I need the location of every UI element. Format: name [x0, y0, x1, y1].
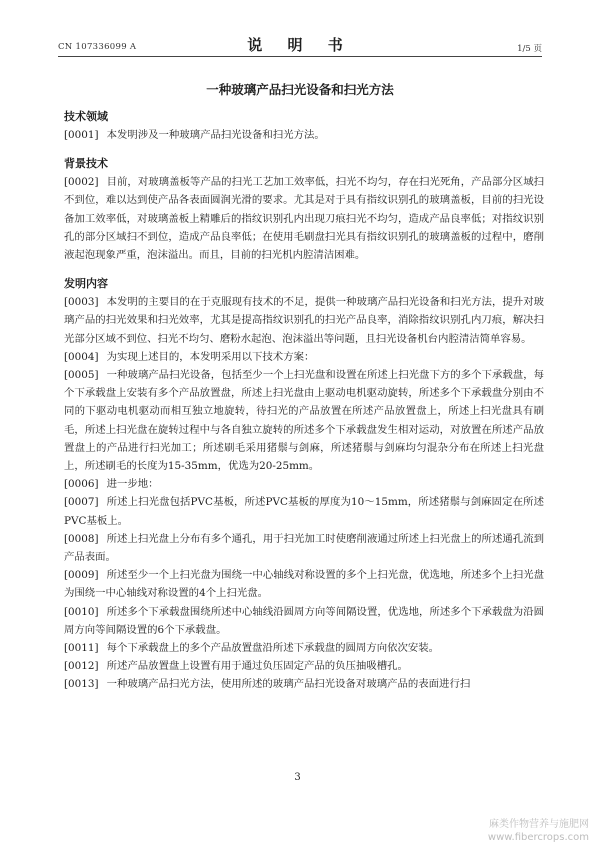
paragraph [64, 126, 544, 144]
document-type: 说 明 书 [247, 36, 353, 54]
paragraph-text: 一种玻璃产品扫光设备，包括至少一个上扫光盘和设置在所述上扫光盘下方的多个下承载盘，每个下承载盘上安装有多个产品放置盘，所述上扫光盘由上驱动电机驱动旋转，所述多个下承载盘分别由不同的下驱动电机驱动而相互独立地旋转，待扫光的产品放置在所述产品放置盘上，所述上扫光盘具有刷毛，所述上扫光盘在旋转过程中与各自独立旋转的所述多个下承载盘发生相对运动，对放置在所述产品放置盘上的产品进行扫光加工；所述刷毛采用猪鬃与剑麻，所述猪鬃与剑麻均匀混杂分布在所述上扫光盘上，所述刷毛的长度为15-35mm，优选为20-25mm。 [64, 369, 544, 473]
paragraph-text: 所述产品放置盘上设置有用于通过负压固定产品的负压抽吸槽孔。 [106, 660, 408, 673]
watermark-url: www.fibercrops.com [487, 832, 589, 843]
patent-number: CN 107336099 A [58, 42, 137, 52]
section-heading: 发明内容 [64, 277, 108, 291]
paragraph [64, 366, 544, 475]
section-heading: 背景技术 [64, 157, 108, 171]
paragraph-number: [0005] [64, 369, 99, 382]
paragraph-number: [0011] [64, 642, 99, 655]
paragraph-text: 所述上扫光盘包括PVC基板，所述PVC基板的厚度为10～15mm，所述猪鬃与剑麻固定在所述PVC基板上。 [64, 496, 544, 527]
paragraph [64, 603, 544, 639]
header-divider [58, 56, 542, 57]
paragraph-text: 目前，对玻璃盖板等产品的扫光工艺加工效率低，扫光不均匀，存在扫光死角，产品部分区域扫不到位，难以达到使产品各表面圆润光滑的要求。尤其是对于具有指纹识别孔的玻璃盖板，目前的扫光设备加工效率低，对玻璃盖板上精雕后的指纹识别孔内出现刀痕扫光不均匀，造成产品良率低；对指纹识别孔的部分区域扫不到位，造成产品良率低；在使用毛刷盘扫光具有指纹识别孔的玻璃盖板的过程中，磨削液起泡现象严重，泡沫溢出。而且，目前的扫光机内腔清洁困难。 [64, 176, 544, 262]
paragraph-number: [0003] [64, 296, 99, 309]
paragraph-text: 所述至少一个上扫光盘为围绕一中心轴线对称设置的多个上扫光盘，优选地，所述多个上扫光盘为围绕一中心轴线对称设置的4个上扫光盘。 [64, 569, 544, 600]
paragraph-text: 一种玻璃产品扫光方法，使用所述的玻璃产品扫光设备对玻璃产品的表面进行扫 [106, 678, 471, 691]
paragraph [64, 493, 544, 529]
paragraph-text: 本发明涉及一种玻璃产品扫光设备和扫光方法。 [106, 129, 325, 141]
paragraph [64, 530, 544, 566]
paragraph-number: [0007] [64, 496, 99, 509]
paragraph-number: [0001] [64, 129, 99, 141]
paragraph-number: [0002] [64, 176, 99, 189]
paragraph-number: [0013] [64, 678, 99, 691]
paragraph [64, 293, 544, 348]
paragraph-text: 进一步地： [106, 478, 159, 491]
paragraph-number: [0008] [64, 532, 99, 545]
document-title: 一种玻璃产品扫光设备和扫光方法 [206, 82, 394, 97]
paragraph [64, 657, 544, 675]
paragraph [64, 566, 544, 602]
paragraph-text: 本发明的主要目的在于克服现有技术的不足，提供一种玻璃产品扫光设备和扫光方法，提升对玻璃产品的扫光效果和扫光效率，尤其是提高指纹识别孔的扫光产品良率，消除指纹识别孔内刀痕，解决扫光部分区域不到位、扫光不均匀、磨粉水起泡、泡沫溢出等问题，且扫光设备机台内腔清洁简单容易。 [64, 296, 544, 345]
page-header [58, 36, 542, 56]
paragraph-number: [0012] [64, 660, 99, 673]
paragraph [64, 173, 544, 264]
document-body [64, 108, 544, 694]
paragraph-text: 每个下承载盘上的多个产品放置盘沿所述下承载盘的圆周方向依次安装。 [106, 642, 440, 655]
paragraph-number: [0004] [64, 350, 99, 363]
paragraph [64, 639, 544, 657]
paragraph [64, 475, 544, 493]
section-heading: 技术领域 [64, 110, 108, 123]
paragraph-number: [0009] [64, 569, 99, 582]
watermark [488, 818, 589, 844]
paragraph-text: 所述多个下承载盘围绕所述中心轴线沿圆周方向等间隔设置，优选地，所述多个下承载盘为沿圆周方向等间隔设置的6个下承载盘。 [64, 605, 544, 636]
paragraph [64, 675, 544, 693]
paragraph-text: 为实现上述目的，本发明采用以下技术方案： [106, 350, 315, 363]
watermark-title: 麻类作物营养与施肥网 [489, 819, 589, 830]
paragraph-number: [0010] [64, 605, 99, 618]
paragraph-number: [0006] [64, 478, 99, 491]
page-number: 3 [294, 772, 301, 783]
paragraph [64, 348, 544, 366]
page-indicator: 1/5 页 [517, 44, 542, 54]
paragraph-text: 所述上扫光盘上分布有多个通孔，用于扫光加工时使磨削液通过所述上扫光盘上的所述通孔流到产品表面。 [64, 532, 544, 564]
